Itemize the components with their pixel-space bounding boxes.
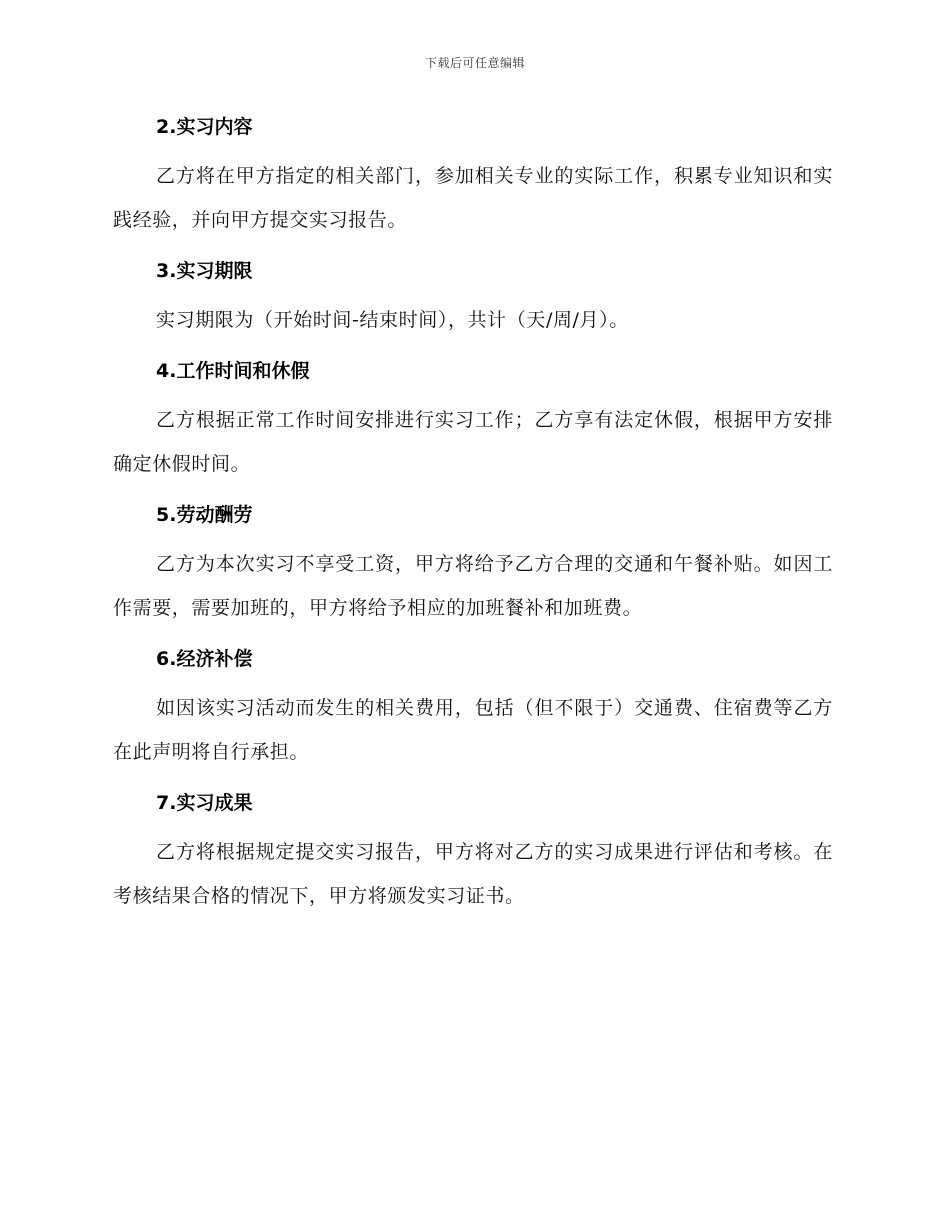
section-internship-results bbox=[113, 788, 833, 918]
section-body: 乙方将根据规定提交实习报告，甲方将对乙方的实习成果进行评估和考核。在考核结果合格的情况下，甲方将颁发实习证书。 bbox=[113, 841, 833, 907]
section-title: 5.劳动酬劳 bbox=[156, 504, 253, 526]
section-title: 6.经济补偿 bbox=[156, 648, 253, 670]
section-body: 乙方根据正常工作时间安排进行实习工作；乙方享有法定休假，根据甲方安排确定休假时间。 bbox=[113, 409, 833, 475]
section-title: 4.工作时间和休假 bbox=[156, 360, 310, 382]
section-compensation bbox=[113, 644, 833, 774]
section-body: 乙方为本次实习不享受工资，甲方将给予乙方合理的交通和午餐补贴。如因工作需要，需要加班的，甲方将给予相应的加班餐补和加班费。 bbox=[113, 553, 833, 619]
section-work-hours-leave bbox=[113, 356, 833, 486]
section-body: 乙方将在甲方指定的相关部门，参加相关专业的实际工作，积累专业知识和实践经验，并向甲方提交实习报告。 bbox=[113, 165, 833, 231]
section-body: 实习期限为（开始时间-结束时间），共计（天/周/月）。 bbox=[156, 309, 629, 331]
section-title: 2.实习内容 bbox=[156, 116, 253, 138]
header-note: 下载后可任意编辑 bbox=[424, 56, 525, 70]
section-title: 3.实习期限 bbox=[156, 260, 253, 282]
document-content bbox=[113, 112, 833, 932]
section-remuneration bbox=[113, 500, 833, 630]
section-internship-period bbox=[113, 256, 833, 342]
section-internship-content bbox=[113, 112, 833, 242]
section-title: 7.实习成果 bbox=[156, 792, 253, 814]
section-body: 如因该实习活动而发生的相关费用，包括（但不限于）交通费、住宿费等乙方在此声明将自行承担。 bbox=[113, 697, 833, 763]
